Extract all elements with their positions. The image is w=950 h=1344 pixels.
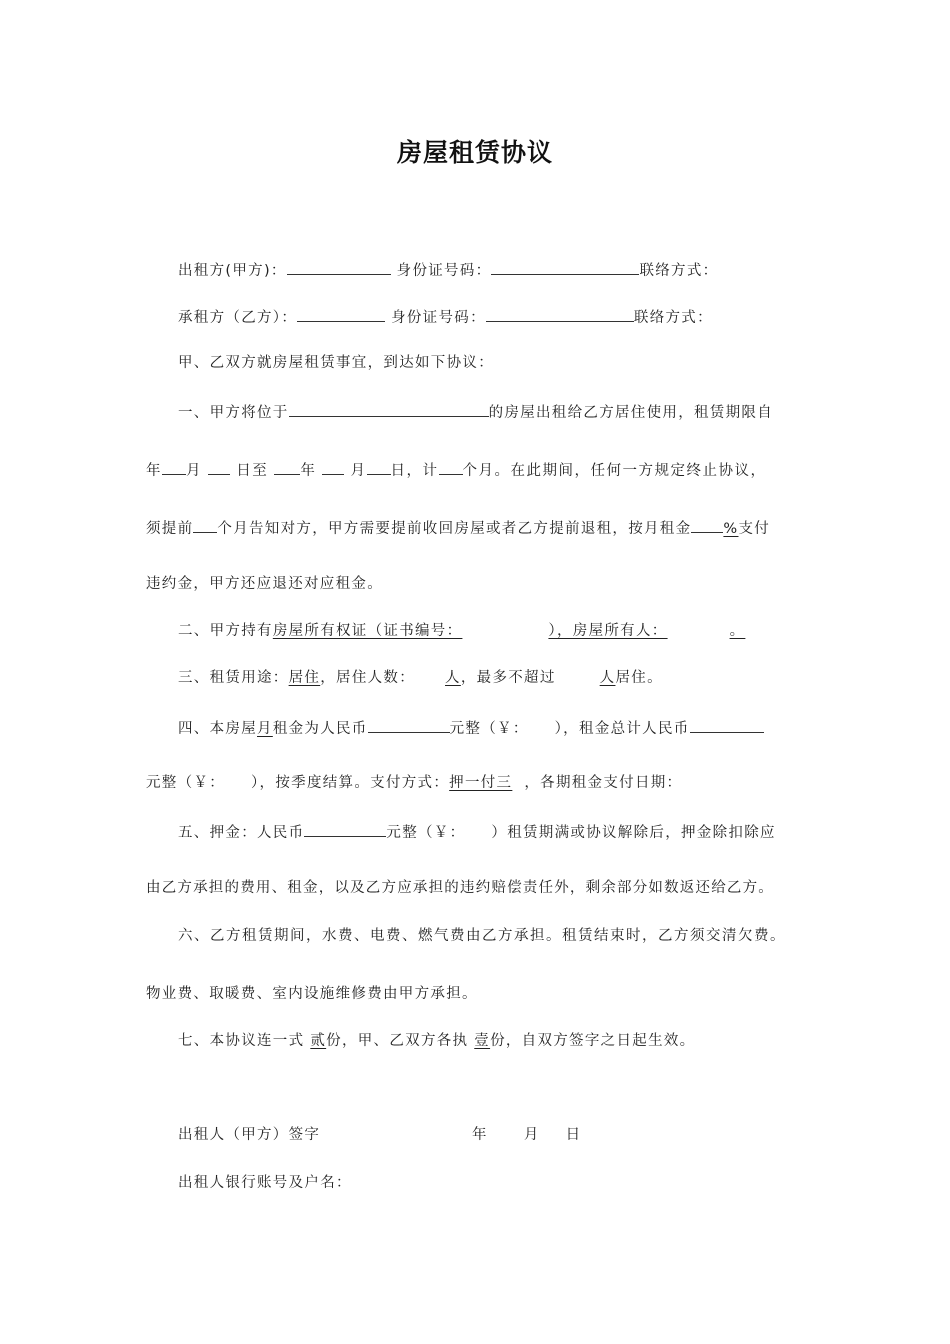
payment-method-value: 押一付三	[449, 775, 513, 791]
term-months-blank	[439, 458, 463, 475]
clause2-period: 。	[729, 623, 746, 639]
max-occupants-label: ，最多不超过	[460, 670, 556, 686]
clause4-line1	[178, 716, 764, 739]
clause1-text-i: 个月。在此期间，任何一方规定终止协议，	[462, 463, 767, 479]
total-rent-label: ），租金总计人民币	[554, 721, 690, 737]
lessor-bank-line: 出租人银行账号及户名：	[178, 1175, 352, 1191]
clause7-text-a: 七、本协议连一式	[178, 1033, 305, 1049]
lessee-id-label: 身份证号码：	[391, 310, 486, 326]
end-year-label: 年	[300, 463, 317, 479]
copies-each-value: 壹	[474, 1033, 491, 1049]
monthly-rent-yuan-label: 元整（￥：	[449, 721, 529, 737]
payment-date-label: ，各期租金支付日期：	[524, 775, 683, 791]
usage-value: 居住	[288, 670, 321, 686]
penalty-percent-sign: %	[723, 521, 739, 537]
clause5-line2: 由乙方承担的费用、租金，以及乙方应承担的违约赔偿责任外，剩余部分如数返还给乙方。	[146, 880, 774, 896]
notice-months-blank	[193, 516, 217, 533]
lessee-line	[178, 305, 713, 328]
deposit-terms-text: ）租赁期满或协议解除后，押金除扣除应	[491, 825, 776, 841]
document-title: 房屋租赁协议	[396, 138, 553, 167]
lessee-label: 承租方（乙方）：	[178, 310, 298, 326]
notice-label: 须提前	[146, 521, 194, 537]
clause1-line4: 违约金，甲方还应退还对应租金。	[146, 576, 383, 592]
clause4-line2	[146, 773, 682, 793]
clause1-text-k: 个月告知对方，甲方需要提前收回房屋或者乙方提前退租，按月租金	[217, 521, 692, 537]
max-occupants-unit: 人	[599, 670, 616, 686]
occupants-underline	[415, 670, 461, 686]
total-rent-blank	[690, 716, 764, 733]
clause1-text-m: 支付	[738, 521, 771, 537]
end-month-label: 月	[350, 463, 367, 479]
end-day-blank	[367, 458, 391, 475]
clause1-line3	[146, 516, 770, 539]
clause6-line2: 物业费、取暖费、室内设施维修费由甲方承担。	[146, 986, 478, 1002]
occupants-label: ，居住人数：	[320, 670, 416, 686]
signature-month-label: 月	[523, 1127, 540, 1143]
clause3-line	[178, 668, 663, 688]
clause1-line2	[146, 458, 767, 481]
end-year-blank	[274, 458, 300, 475]
rent-period-value: 月	[257, 721, 273, 737]
deposit-yuan-label: 元整（￥：	[386, 825, 466, 841]
payment-method-underline	[449, 775, 516, 791]
clause7-line	[178, 1031, 695, 1051]
owner-label: ），房屋所有人：	[548, 623, 668, 639]
clause1-text-a: 一、甲方将位于	[178, 405, 289, 421]
clause6-line1: 六、乙方租赁期间，水费、电费、燃气费由乙方承担。租赁结束时，乙方须交清欠费。	[178, 928, 786, 944]
penalty-rate-blank	[691, 516, 723, 533]
occupants-unit: 人	[445, 670, 461, 686]
certificate-number-label: 房屋所有权证（证书编号：	[272, 623, 463, 639]
deposit-amount-blank	[304, 820, 386, 837]
start-year-blank	[162, 458, 186, 475]
lessor-id-label: 身份证号码：	[396, 263, 492, 279]
lessor-name-blank	[287, 258, 391, 275]
monthly-rent-blank	[368, 716, 450, 733]
certificate-underlined-text	[273, 623, 752, 639]
start-month-label: 月	[186, 463, 202, 479]
clause7-text-c: 份，甲、乙双方各执	[326, 1033, 469, 1049]
lessor-contact-label: 联络方式：	[639, 263, 719, 279]
end-day-label: 日，计	[390, 463, 439, 479]
lessor-line	[178, 258, 718, 281]
usage-label: 三、租赁用途：	[178, 670, 289, 686]
clause1-line1	[178, 400, 773, 423]
total-rent-yuan-label: 元整（￥：	[146, 775, 225, 791]
clause7-text-e: 份，自双方签字之日起生效。	[490, 1033, 696, 1049]
signature-day-label: 日	[565, 1127, 582, 1143]
property-address-blank	[289, 400, 489, 417]
clause4-text-a: 四、本房屋	[178, 721, 257, 737]
clause2-line	[178, 621, 751, 641]
clause3-end: 居住。	[615, 670, 663, 686]
copies-total-value: 贰	[310, 1033, 327, 1049]
lessee-id-blank	[486, 305, 634, 322]
lessee-contact-label: 联络方式：	[633, 310, 713, 326]
monthly-rent-label: 租金为人民币	[272, 721, 368, 737]
lessor-id-blank	[491, 258, 639, 275]
max-occupants-underline	[556, 670, 616, 686]
clause1-text-b: 的房屋出租给乙方居住使用，租赁期限自	[488, 405, 774, 421]
lessee-name-blank	[297, 305, 385, 322]
lessor-signature-line	[178, 1125, 320, 1145]
start-day-label: 日至	[236, 463, 269, 479]
payment-method-label: ），按季度结算。支付方式：	[251, 775, 450, 791]
start-year-label: 年	[146, 463, 162, 479]
start-month-blank	[208, 458, 230, 475]
deposit-label: 五、押金：人民币	[178, 825, 305, 841]
lessor-label: 出租方(甲方)：	[178, 263, 287, 279]
end-month-blank	[322, 458, 344, 475]
lessor-signature-label: 出租人（甲方）签字	[178, 1127, 321, 1143]
intro-text: 甲、乙双方就房屋租赁事宜，到达如下协议：	[178, 355, 494, 371]
signature-year-label: 年	[472, 1127, 488, 1143]
clause2-text-a: 二、甲方持有	[178, 623, 273, 639]
signature-date	[472, 1125, 581, 1145]
clause5-line1	[178, 820, 776, 843]
